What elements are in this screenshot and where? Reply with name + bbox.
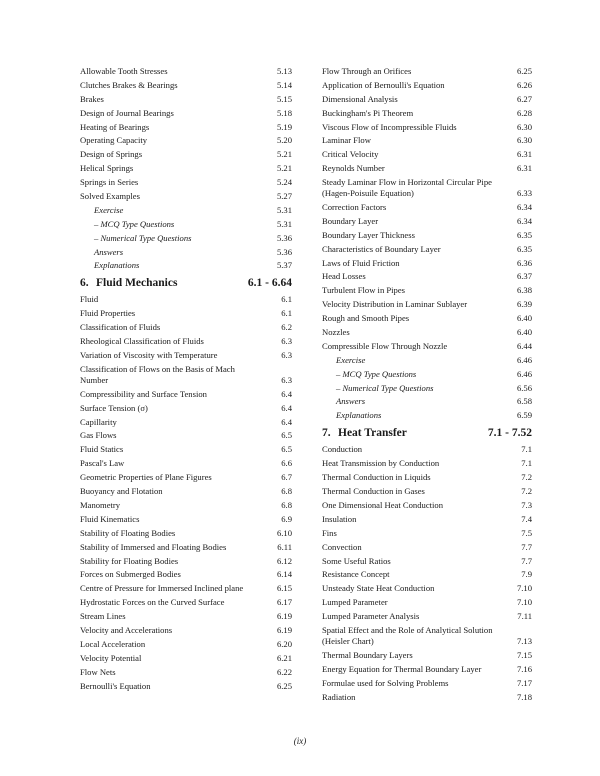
entry-page: 5.20 (276, 135, 292, 146)
entry-page: 6.31 (516, 163, 532, 174)
entry-title: Compressible Flow Through Nozzle (322, 340, 448, 351)
entry-page: 7.9 (521, 569, 532, 580)
entry-page: 7.10 (516, 583, 532, 594)
toc-entry (80, 486, 292, 497)
entry-title: Velocity Potential (80, 652, 142, 663)
chapter-heading (322, 426, 532, 440)
entry-page: 6.4 (281, 402, 292, 413)
entry-page: 6.44 (516, 340, 532, 351)
entry-title: Energy Equation for Thermal Boundary Layer (322, 663, 482, 674)
entry-page: 6.33 (516, 188, 532, 199)
toc-entry (322, 202, 532, 213)
toc-entry (80, 163, 292, 174)
toc-entry (80, 94, 292, 105)
entry-title: Brakes (80, 93, 104, 104)
toc-entry (80, 122, 292, 133)
entry-title: Geometric Properties of Plane Figures (80, 472, 212, 483)
toc-entry (322, 369, 532, 380)
toc-entry (322, 66, 532, 77)
entry-page: 6.3 (281, 374, 292, 385)
toc-entry (322, 327, 532, 338)
entry-title: Application of Bernoulli's Equation (322, 79, 445, 90)
entry-title: Heating of Bearings (80, 121, 150, 132)
entry-page: 6.35 (516, 243, 532, 254)
toc-entry (80, 308, 292, 319)
toc-entry (80, 639, 292, 650)
toc-entry (322, 80, 532, 91)
entry-title: Flow Through an Orifices (322, 66, 412, 76)
entry-title: Design of Journal Bearings (80, 107, 174, 118)
entry-title: Head Losses (322, 271, 366, 282)
entry-title: Compressibility and Surface Tension (80, 388, 207, 399)
toc-entry (80, 583, 292, 594)
entry-title: Buoyancy and Flotation (80, 486, 163, 497)
toc-entry (322, 149, 532, 160)
toc-entry (80, 528, 292, 539)
entry-title: Laws of Fluid Friction (322, 257, 400, 268)
entry-page: 5.19 (276, 121, 292, 132)
entry-page: 5.31 (276, 204, 292, 215)
entry-title: One Dimensional Heat Conduction (322, 499, 444, 510)
toc-entry (322, 341, 532, 352)
toc-entry (322, 94, 532, 105)
entry-page: 6.3 (281, 336, 292, 347)
toc-entry (80, 177, 292, 188)
toc-entry (80, 542, 292, 553)
entry-title: Flow Nets (80, 666, 116, 677)
entry-title: Surface Tension (σ) (80, 402, 148, 413)
toc-entry (80, 294, 292, 305)
entry-title: Exercise (94, 204, 124, 215)
entry-title: Reynolds Number (322, 163, 385, 174)
entry-title: Unsteady State Heat Conduction (322, 583, 435, 594)
toc-entry (80, 681, 292, 692)
entry-title: Turbulent Flow in Pipes (322, 285, 406, 296)
entry-page: 7.10 (516, 597, 532, 608)
entry-title: Velocity and Accelerations (80, 624, 173, 635)
entry-title: Stability of Immersed and Floating Bodies (80, 541, 227, 552)
entry-page: 6.36 (516, 257, 532, 268)
entry-page: 5.27 (276, 191, 292, 202)
toc-entry (80, 364, 292, 386)
entry-page: 6.3 (281, 350, 292, 361)
entry-title: Buckingham's Pi Theorem (322, 107, 414, 118)
toc-right-column (322, 66, 532, 705)
toc-entry (80, 205, 292, 216)
entry-page: 6.40 (516, 313, 532, 324)
toc-entry (80, 149, 292, 160)
toc-entry (80, 556, 292, 567)
toc-entry (322, 299, 532, 310)
toc-entry (322, 313, 532, 324)
toc-entry (322, 569, 532, 580)
entry-title: Answers (94, 246, 124, 257)
entry-title: Resistance Concept (322, 569, 390, 580)
entry-title: Conduction (322, 444, 363, 455)
entry-title: Forces on Submerged Bodies (80, 569, 181, 580)
entry-title: Stability for Floating Bodies (80, 555, 179, 566)
entry-page: 6.59 (516, 410, 532, 421)
entry-page: 7.1 - 7.52 (487, 427, 532, 440)
entry-title: – MCQ Type Questions (336, 368, 417, 379)
toc-entry (322, 597, 532, 608)
entry-page: 7.2 (521, 486, 532, 497)
entry-page: 6.1 - 6.64 (247, 277, 292, 290)
toc-entry (80, 66, 292, 77)
toc-entry (322, 500, 532, 511)
toc-entry (322, 135, 532, 146)
toc-entry (80, 322, 292, 333)
toc-entry (322, 383, 532, 394)
entry-page: 7.17 (516, 677, 532, 688)
toc-entry (322, 108, 532, 119)
entry-title: Heat Transmission by Conduction (322, 458, 440, 469)
entry-title: Fluid Mechanics (96, 277, 178, 290)
toc-entry (80, 458, 292, 469)
entry-page: 6.14 (276, 569, 292, 580)
toc-entry (80, 80, 292, 91)
entry-page: 6.15 (276, 583, 292, 594)
entry-page: 7.5 (521, 527, 532, 538)
entry-title: Thermal Boundary Layers (322, 649, 413, 660)
entry-page: 6.28 (516, 107, 532, 118)
toc-entry (80, 444, 292, 455)
entry-title: Fluid Kinematics (80, 513, 140, 524)
entry-title: Velocity Distribution in Laminar Sublayer (322, 299, 468, 310)
entry-page: 6.31 (516, 149, 532, 160)
toc-entry (322, 177, 532, 199)
toc-entry (80, 500, 292, 511)
toc-entry (322, 410, 532, 421)
toc-entry (322, 163, 532, 174)
entry-page: 7.2 (521, 472, 532, 483)
entry-page: 6.12 (276, 555, 292, 566)
toc-entry (80, 219, 292, 230)
toc-entry (322, 528, 532, 539)
toc-entry (80, 260, 292, 271)
entry-title: Classification of Flows on the Basis of Mach Number (80, 363, 235, 385)
entry-page: 6.5 (281, 444, 292, 455)
toc-entry (80, 350, 292, 361)
toc-entry (80, 514, 292, 525)
entry-page: 6.10 (276, 527, 292, 538)
entry-page: 7.1 (521, 444, 532, 455)
entry-title: Heat Transfer (338, 427, 407, 440)
entry-page: 6.4 (281, 388, 292, 399)
toc-entry (80, 611, 292, 622)
entry-page: 6.34 (516, 215, 532, 226)
entry-page: 5.14 (276, 79, 292, 90)
entry-page: 6.35 (516, 229, 532, 240)
chapter-number: 6. (80, 277, 89, 290)
entry-title: Steady Laminar Flow in Horizontal Circular Pipe (Hagen-Poisuile Equation) (322, 177, 492, 199)
toc-entry (322, 244, 532, 255)
entry-page: 6.9 (281, 513, 292, 524)
entry-title: Pascal's Law (80, 458, 125, 469)
entry-title: Classification of Fluids (80, 322, 161, 333)
entry-title: Nozzles (322, 327, 350, 338)
entry-title: Correction Factors (322, 202, 387, 213)
toc-entry (322, 444, 532, 455)
toc-entry (80, 667, 292, 678)
entry-page: 6.11 (277, 541, 292, 552)
entry-page: 6.21 (276, 652, 292, 663)
toc-entry (80, 233, 292, 244)
entry-page: 6.4 (281, 416, 292, 427)
entry-title: Exercise (336, 354, 366, 365)
entry-title: Solved Examples (80, 191, 140, 202)
entry-page: 6.40 (516, 327, 532, 338)
entry-page: 6.25 (276, 680, 292, 691)
entry-title: Capillarity (80, 416, 117, 427)
toc-entry (322, 285, 532, 296)
entry-title: Lumped Parameter Analysis (322, 611, 420, 622)
entry-title: Explanations (94, 260, 140, 271)
entry-page: 6.27 (516, 93, 532, 104)
entry-page: 6.22 (276, 666, 292, 677)
entry-page: 6.2 (281, 322, 292, 333)
entry-page: 6.46 (516, 368, 532, 379)
entry-page: 7.7 (521, 555, 532, 566)
entry-page: 5.24 (276, 177, 292, 188)
entry-title: Hydrostatic Forces on the Curved Surface (80, 597, 225, 608)
entry-page: 7.16 (516, 663, 532, 674)
toc-entry (322, 216, 532, 227)
entry-page: 6.20 (276, 638, 292, 649)
entry-title: Rough and Smooth Pipes (322, 313, 410, 324)
chapter-number: 7. (322, 427, 331, 440)
entry-title: Characteristics of Boundary Layer (322, 243, 441, 254)
entry-title: Bernoulli's Equation (80, 680, 151, 691)
entry-title: Centre of Pressure for Immersed Inclined plane (80, 583, 244, 594)
toc-entry (80, 135, 292, 146)
entry-page: 6.34 (516, 202, 532, 213)
entry-page: 7.3 (521, 499, 532, 510)
toc-entry (80, 569, 292, 580)
entry-page: 6.8 (281, 499, 292, 510)
entry-title: Convection (322, 541, 362, 552)
toc-entry (322, 692, 532, 703)
toc-entry (322, 664, 532, 675)
entry-title: Stream Lines (80, 611, 126, 622)
toc-entry (80, 625, 292, 636)
entry-page: 6.25 (516, 66, 532, 76)
entry-title: Critical Velocity (322, 149, 379, 160)
entry-title: Clutches Brakes & Bearings (80, 79, 178, 90)
toc-entry (80, 417, 292, 428)
entry-page: 6.8 (281, 486, 292, 497)
entry-page: 6.46 (516, 354, 532, 365)
entry-page: 7.1 (521, 458, 532, 469)
entry-page: 5.36 (276, 246, 292, 257)
entry-page: 6.30 (516, 121, 532, 132)
entry-page: 5.13 (276, 66, 292, 76)
entry-page: 6.56 (516, 382, 532, 393)
entry-title: Spatial Effect and the Role of Analytical Solution (Heisler Chart) (322, 624, 493, 646)
entry-page: 6.7 (281, 472, 292, 483)
entry-title: Fluid (80, 294, 99, 305)
toc-entry (322, 611, 532, 622)
entry-title: Viscous Flow of Incompressible Fluids (322, 121, 457, 132)
toc-entry (322, 542, 532, 553)
entry-page: 6.6 (281, 458, 292, 469)
entry-page: 6.58 (516, 396, 532, 407)
toc-entry (80, 108, 292, 119)
toc-entry (322, 458, 532, 469)
toc-entry (322, 122, 532, 133)
entry-title: Explanations (336, 410, 382, 421)
entry-title: Fluid Properties (80, 308, 136, 319)
entry-page: 5.31 (276, 218, 292, 229)
entry-title: Fluid Statics (80, 444, 124, 455)
entry-page: 6.5 (281, 430, 292, 441)
toc-entry (80, 430, 292, 441)
entry-page: 7.13 (516, 635, 532, 646)
entry-title: – Numerical Type Questions (94, 232, 192, 243)
entry-title: Rheological Classification of Fluids (80, 336, 204, 347)
entry-page: 5.37 (276, 260, 292, 271)
entry-page: 6.38 (516, 285, 532, 296)
entry-page: 5.18 (276, 107, 292, 118)
entry-page: 6.39 (516, 299, 532, 310)
toc-entry (322, 355, 532, 366)
entry-page: 6.30 (516, 135, 532, 146)
entry-title: Dimensional Analysis (322, 93, 398, 104)
entry-page: 5.15 (276, 93, 292, 104)
toc-entry (322, 396, 532, 407)
entry-title: – MCQ Type Questions (94, 218, 175, 229)
entry-page: 7.18 (516, 691, 532, 702)
toc-entry (80, 336, 292, 347)
entry-title: – Numerical Type Questions (336, 382, 434, 393)
toc-entry (322, 583, 532, 594)
entry-title: Stability of Floating Bodies (80, 527, 176, 538)
entry-title: Some Useful Ratios (322, 555, 391, 566)
entry-title: Thermal Conduction in Liquids (322, 472, 431, 483)
entry-title: Gas Flows (80, 430, 117, 441)
entry-title: Boundary Layer (322, 215, 379, 226)
toc-entry (322, 514, 532, 525)
entry-page: 6.19 (276, 624, 292, 635)
entry-page: 5.21 (276, 149, 292, 160)
toc-entry (80, 403, 292, 414)
entry-title: Allowable Tooth Stresses (80, 66, 168, 76)
toc-entry (322, 678, 532, 689)
toc-entry (80, 472, 292, 483)
toc-entry (80, 247, 292, 258)
toc-entry (322, 271, 532, 282)
entry-page: 7.11 (517, 611, 532, 622)
entry-title: Manometry (80, 499, 121, 510)
entry-title: Operating Capacity (80, 135, 148, 146)
entry-title: Radiation (322, 691, 356, 702)
entry-title: Answers (336, 396, 366, 407)
toc-entry (80, 653, 292, 664)
chapter-heading (80, 276, 292, 290)
entry-page: 7.7 (521, 541, 532, 552)
entry-title: Variation of Viscosity with Temperature (80, 350, 218, 361)
page-number: (ix) (293, 736, 307, 746)
entry-page: 7.4 (521, 513, 532, 524)
entry-page: 5.21 (276, 163, 292, 174)
entry-title: Local Acceleration (80, 638, 146, 649)
toc-entry (322, 230, 532, 241)
toc-left-column (80, 66, 292, 694)
entry-title: Laminar Flow (322, 135, 371, 146)
toc-entry (322, 258, 532, 269)
toc-entry (80, 191, 292, 202)
entry-title: Thermal Conduction in Gases (322, 486, 425, 497)
toc-entry (80, 389, 292, 400)
toc-entry (322, 650, 532, 661)
entry-title: Design of Springs (80, 149, 143, 160)
toc-entry (322, 556, 532, 567)
entry-title: Helical Springs (80, 163, 134, 174)
entry-page: 6.19 (276, 611, 292, 622)
entry-page: 6.26 (516, 79, 532, 90)
entry-page: 7.15 (516, 649, 532, 660)
entry-title: Formulae used for Solving Problems (322, 677, 449, 688)
entry-title: Fins (322, 527, 337, 538)
entry-title: Lumped Parameter (322, 597, 388, 608)
entry-page: 6.1 (281, 294, 292, 305)
toc-entry (322, 486, 532, 497)
entry-title: Insulation (322, 513, 357, 524)
toc-entry (80, 597, 292, 608)
entry-page: 5.36 (276, 232, 292, 243)
toc-entry (322, 472, 532, 483)
entry-page: 6.17 (276, 597, 292, 608)
entry-title: Boundary Layer Thickness (322, 229, 415, 240)
entry-title: Springs in Series (80, 177, 139, 188)
entry-page: 6.1 (281, 308, 292, 319)
entry-page: 6.37 (516, 271, 532, 282)
toc-entry (322, 625, 532, 647)
